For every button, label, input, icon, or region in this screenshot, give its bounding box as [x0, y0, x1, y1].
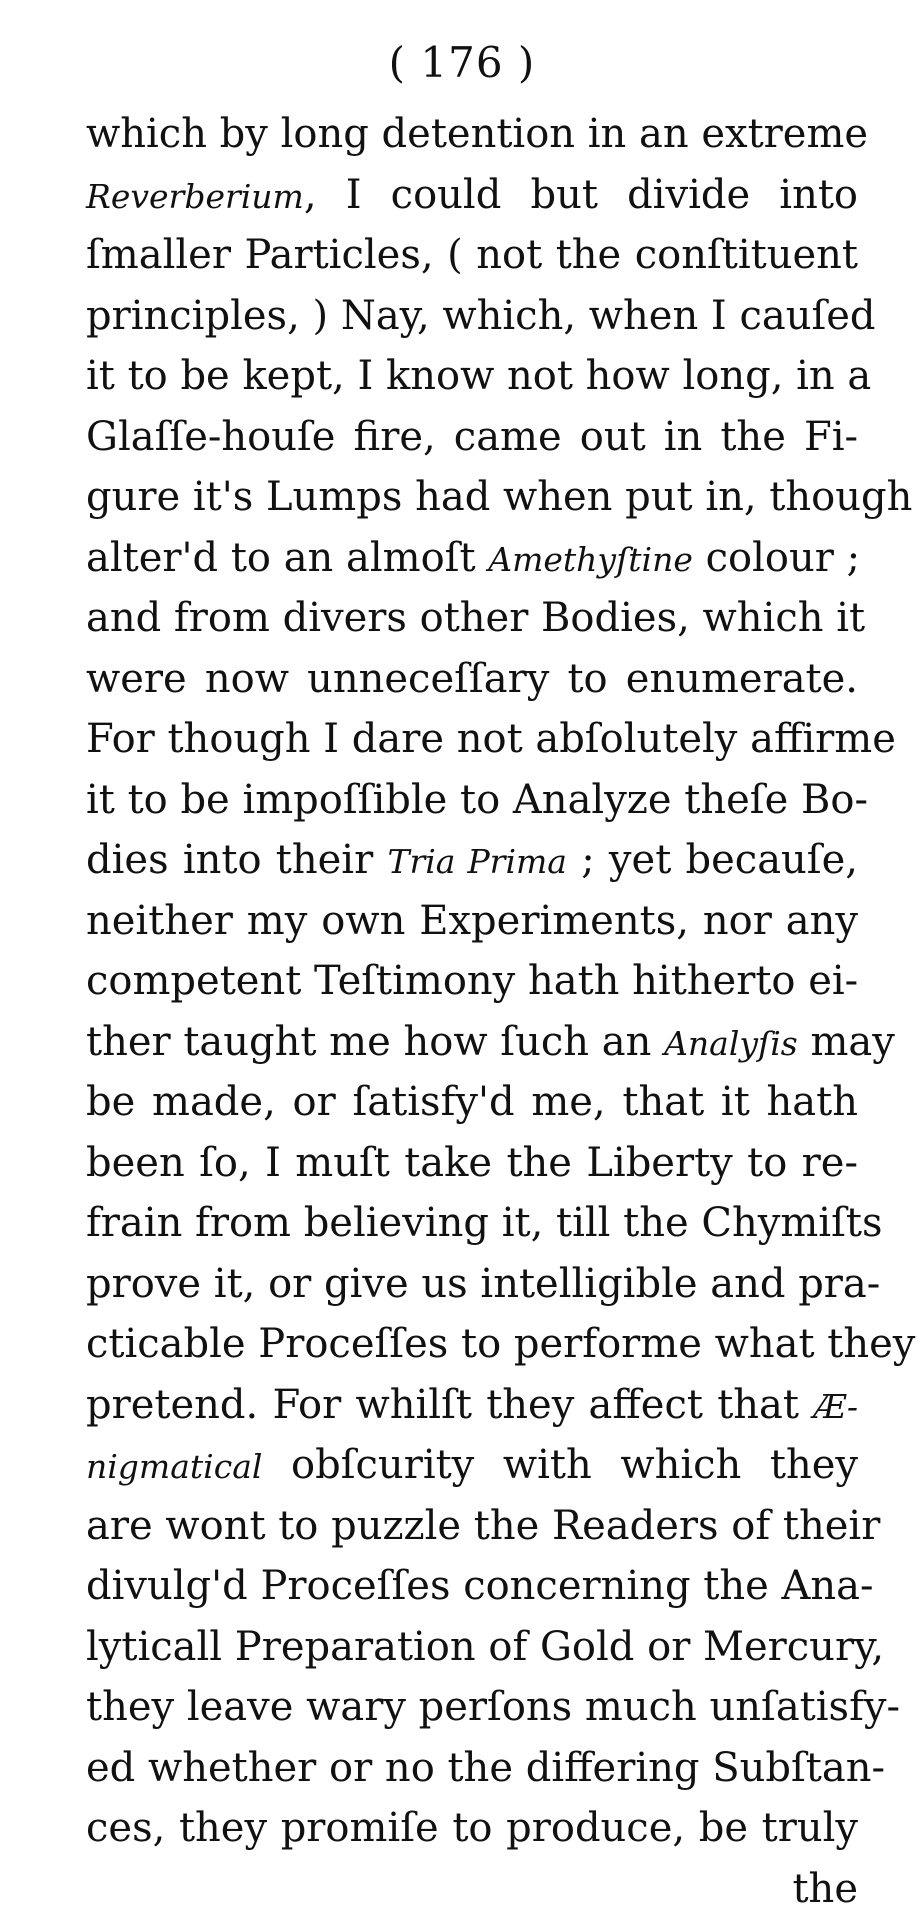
text-run: ; yet becauſe, [567, 837, 858, 883]
text-run: lyticall Preparation of Gold or Mercury, [86, 1624, 884, 1670]
text-line [86, 1435, 858, 1496]
text-line [86, 1496, 858, 1557]
italic-text-run: Reverberium [86, 177, 304, 216]
text-run: ces, they promiſe to produce, be truly [86, 1805, 858, 1851]
text-line [86, 1072, 858, 1133]
italic-text-run: Tria Prima [387, 842, 567, 881]
text-run: are wont to puzzle the Readers of their [86, 1503, 880, 1549]
text-line [86, 770, 858, 831]
text-run: neither my own Experiments, nor any [86, 898, 858, 944]
italic-text-run: Analyſis [664, 1024, 798, 1063]
italic-text-run: Æ- [813, 1387, 858, 1426]
text-line [86, 1677, 858, 1738]
text-run: obſcurity with which they [262, 1442, 858, 1488]
text-line [86, 709, 858, 770]
text-run: it to be impoſſible to Analyze theſe Bo- [86, 777, 868, 823]
text-line [86, 1617, 858, 1678]
text-run: colour ; [693, 535, 860, 581]
text-line [86, 891, 858, 952]
text-run: frain from believing it, till the Chymiſts [86, 1200, 882, 1246]
text-line [86, 1133, 858, 1194]
page-number: ( 176 ) [0, 42, 924, 84]
text-run: ſmaller Particles, ( not the conſtituent [86, 232, 858, 278]
text-run: ed whether or no the differing Subſtan- [86, 1745, 885, 1791]
text-run: gure it's Lumps had when put in, though [86, 474, 912, 520]
text-run: alter'd to an almoſt [86, 535, 488, 581]
text-run: competent Teſtimony hath hitherto ei- [86, 958, 858, 1004]
text-line [86, 1314, 858, 1375]
catchword: the [86, 1859, 858, 1919]
text-line [86, 588, 858, 649]
text-run: been ſo, I muſt take the Liberty to re- [86, 1140, 858, 1186]
text-run: prove it, or give us intelligible and pra- [86, 1261, 880, 1307]
text-line [86, 165, 858, 226]
text-line [86, 467, 858, 528]
text-run: pretend. For whilſt they affect that [86, 1382, 813, 1428]
text-line [86, 104, 858, 165]
italic-text-run: nigmatical [86, 1447, 262, 1486]
text-run: may [798, 1019, 895, 1065]
text-run: , I could but divide into [304, 172, 858, 218]
text-line [86, 407, 858, 468]
text-line [86, 528, 858, 589]
text-run: cticable Proceſſes to performe what they [86, 1321, 915, 1367]
text-line [86, 1738, 858, 1799]
text-run: principles, ) Nay, which, when I cauſed [86, 293, 876, 339]
text-run: be made, or ſatisfy'd me, that it hath [86, 1079, 858, 1125]
text-run: dies into their [86, 837, 387, 883]
text-run: which by long detention in an extreme [86, 111, 868, 157]
text-line [86, 951, 858, 1012]
text-run: and from divers other Bodies, which it [86, 595, 865, 641]
text-line [86, 225, 858, 286]
text-line [86, 1193, 858, 1254]
text-run: For though I dare not abſolutely affirme [86, 716, 896, 762]
text-line [86, 1012, 858, 1073]
text-line [86, 649, 858, 710]
body-text [86, 104, 858, 1919]
text-run: it to be kept, I know not how long, in a [86, 353, 871, 399]
text-run: ther taught me how ſuch an [86, 1019, 664, 1065]
text-line [86, 830, 858, 891]
text-run: Glaſſe-houſe fire, came out in the Fi- [86, 414, 858, 460]
text-line [86, 286, 858, 347]
text-line [86, 1375, 858, 1436]
text-run: they leave wary perſons much unſatisfy- [86, 1684, 900, 1730]
text-run: divulg'd Proceſſes concerning the Ana- [86, 1563, 874, 1609]
italic-text-run: Amethyſtine [488, 540, 693, 579]
text-line [86, 1798, 858, 1859]
text-line [86, 1254, 858, 1315]
text-line [86, 1556, 858, 1617]
text-line [86, 346, 858, 407]
text-run: were now unneceſſary to enumerate. [86, 656, 858, 702]
